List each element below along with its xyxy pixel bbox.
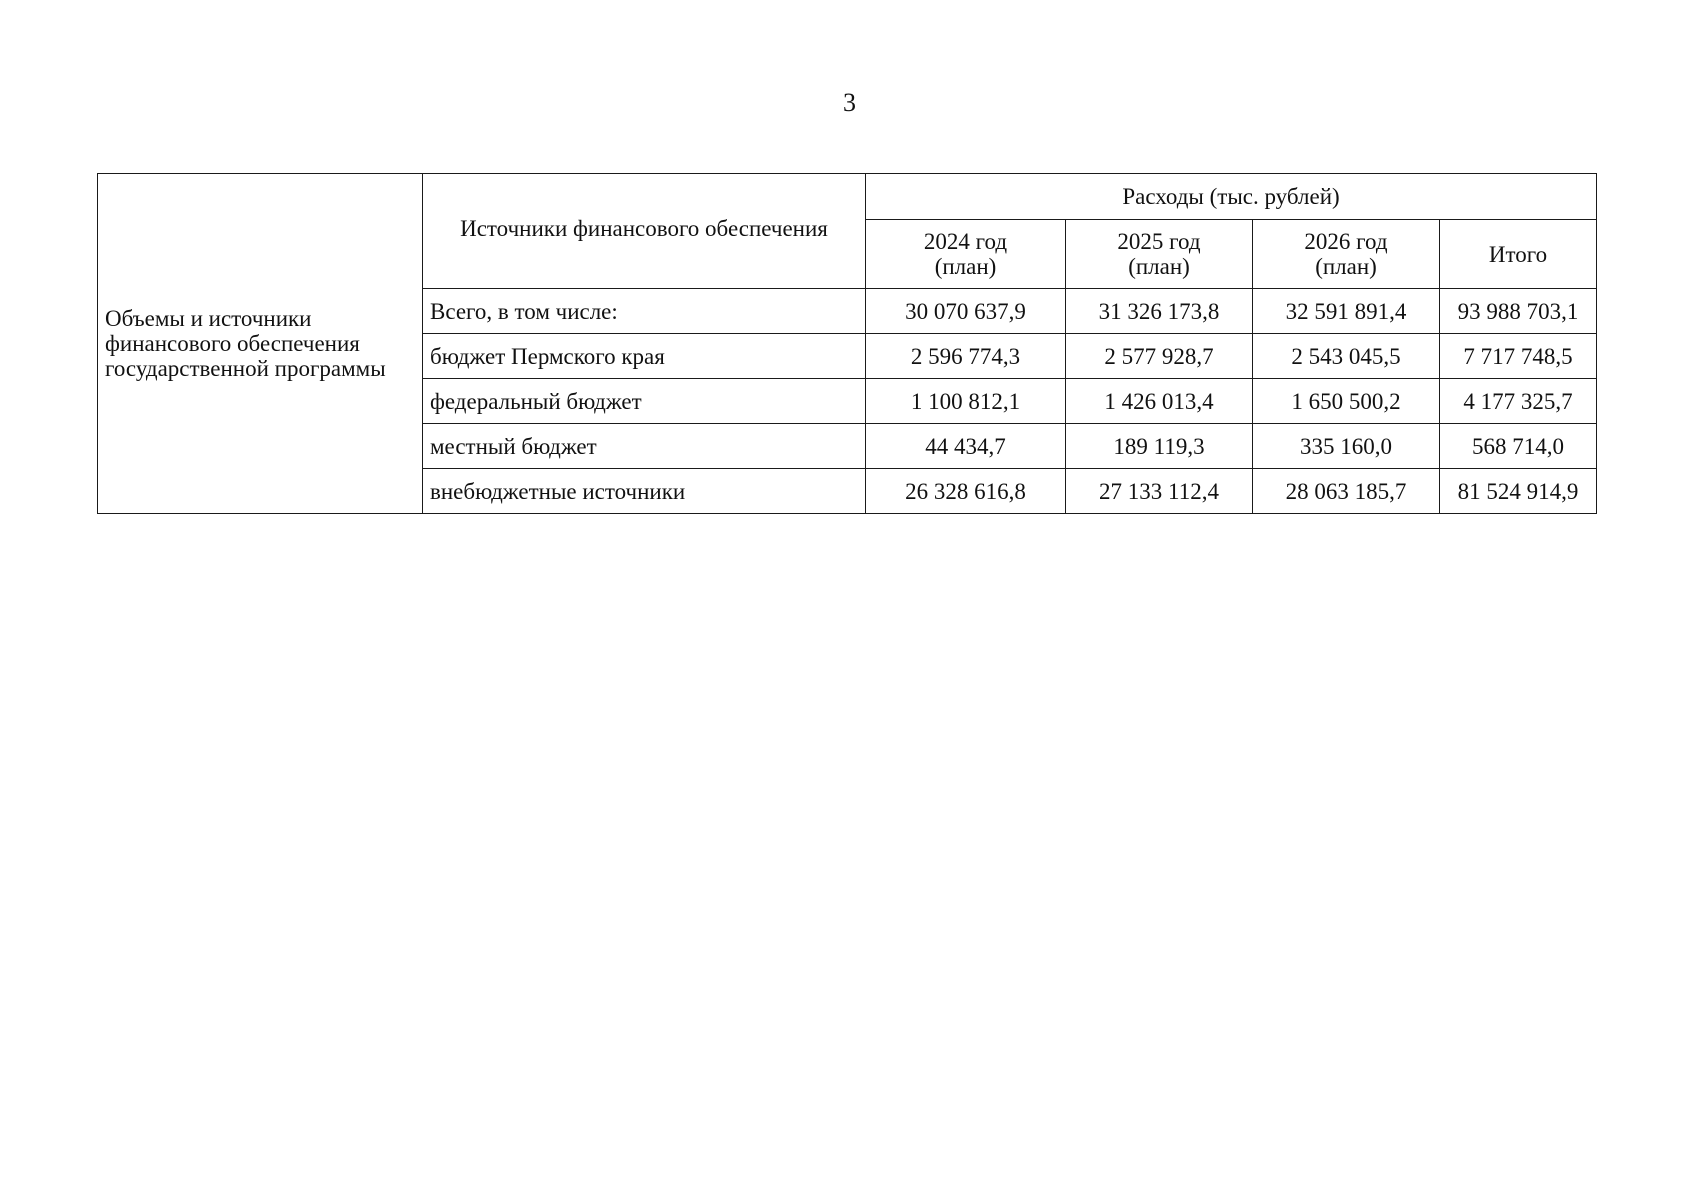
value-cell: 189 119,3 bbox=[1066, 424, 1253, 469]
value-cell: 2 543 045,5 bbox=[1253, 334, 1440, 379]
total-cell: 7 717 748,5 bbox=[1440, 334, 1597, 379]
source-label: федеральный бюджет bbox=[423, 379, 866, 424]
table-header-row-1 bbox=[98, 174, 1597, 220]
total-cell: 93 988 703,1 bbox=[1440, 289, 1597, 334]
value-cell: 2 596 774,3 bbox=[866, 334, 1066, 379]
value-cell: 1 426 013,4 bbox=[1066, 379, 1253, 424]
column-note-label: (план) bbox=[1128, 254, 1190, 279]
column-header-2025 bbox=[1066, 220, 1253, 289]
parameter-label-cell: Объемы и источники финансового обеспечения государственной программы bbox=[98, 174, 423, 514]
value-cell: 335 160,0 bbox=[1253, 424, 1440, 469]
total-cell: 81 524 914,9 bbox=[1440, 469, 1597, 514]
column-header-2024 bbox=[866, 220, 1066, 289]
column-year-label: 2025 год bbox=[1117, 229, 1201, 254]
value-cell: 30 070 637,9 bbox=[866, 289, 1066, 334]
value-cell: 44 434,7 bbox=[866, 424, 1066, 469]
column-header-2026 bbox=[1253, 220, 1440, 289]
expenses-header-cell: Расходы (тыс. рублей) bbox=[866, 174, 1597, 220]
page-number: 3 bbox=[843, 88, 856, 117]
value-cell: 1 650 500,2 bbox=[1253, 379, 1440, 424]
column-year-label: 2026 год bbox=[1304, 229, 1388, 254]
total-cell: 568 714,0 bbox=[1440, 424, 1597, 469]
total-cell: 4 177 325,7 bbox=[1440, 379, 1597, 424]
source-label: местный бюджет bbox=[423, 424, 866, 469]
source-label: бюджет Пермского края bbox=[423, 334, 866, 379]
source-label: Всего, в том числе: bbox=[423, 289, 866, 334]
funding-table bbox=[97, 173, 1597, 514]
column-note-label: (план) bbox=[934, 254, 997, 279]
sources-header-cell: Источники финансового обеспечения bbox=[423, 174, 866, 289]
source-label: внебюджетные источники bbox=[423, 469, 866, 514]
value-cell: 27 133 112,4 bbox=[1066, 469, 1253, 514]
column-header-total: Итого bbox=[1440, 220, 1597, 289]
value-cell: 32 591 891,4 bbox=[1253, 289, 1440, 334]
value-cell: 2 577 928,7 bbox=[1066, 334, 1253, 379]
value-cell: 28 063 185,7 bbox=[1253, 469, 1440, 514]
value-cell: 26 328 616,8 bbox=[866, 469, 1066, 514]
value-cell: 31 326 173,8 bbox=[1066, 289, 1253, 334]
value-cell: 1 100 812,1 bbox=[866, 379, 1066, 424]
column-note-label: (план) bbox=[1315, 254, 1377, 279]
column-year-label: 2024 год bbox=[923, 229, 1008, 254]
